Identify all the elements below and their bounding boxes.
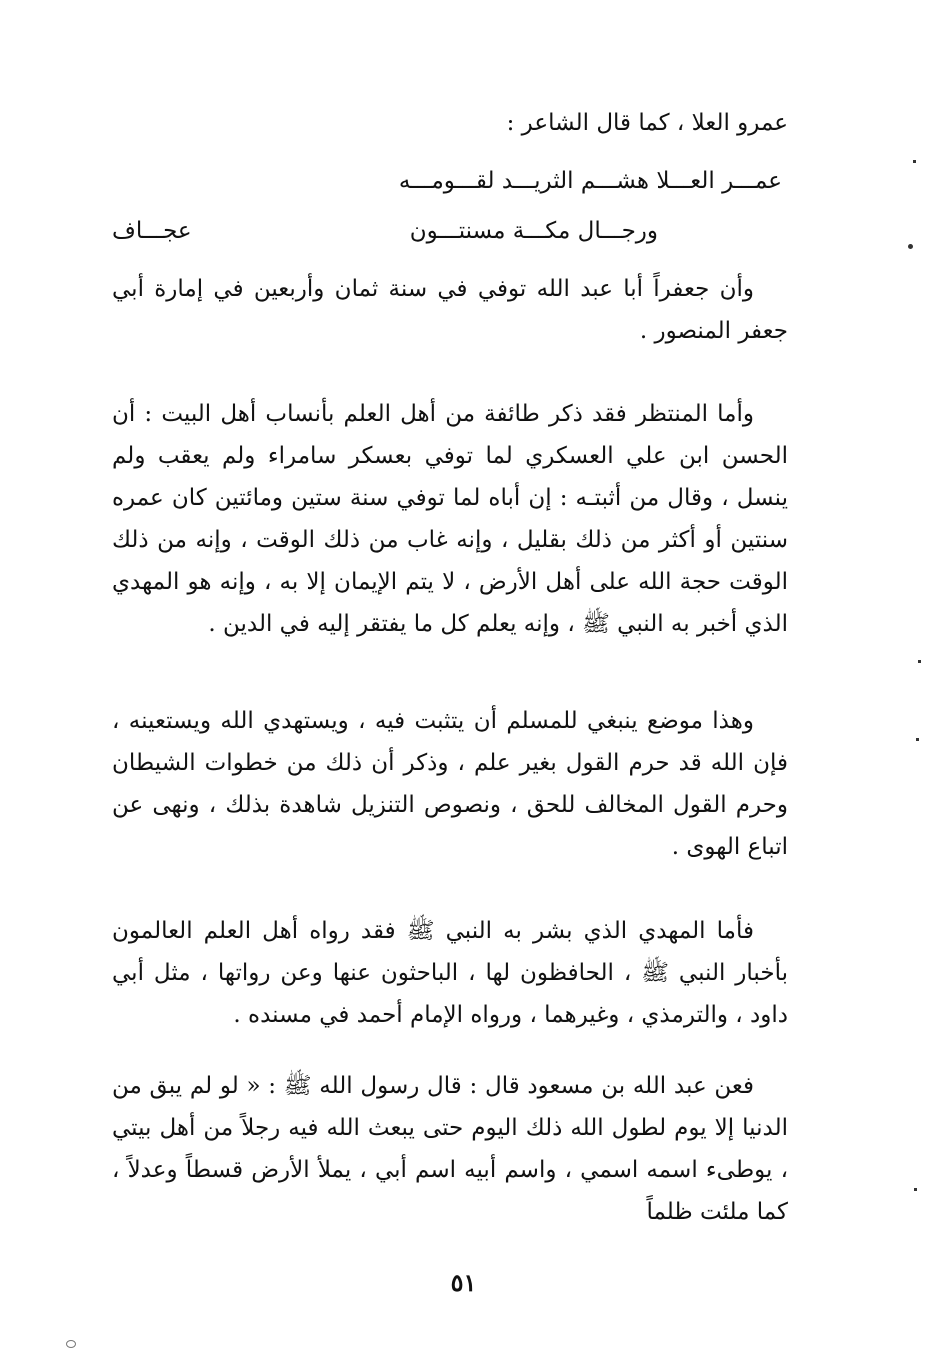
paragraph-text: وهذا موضع ينبغي للمسلم أن يتثبت فيه ، ويستهدي الله ويستعينه ، فإن الله قد حرم القول بغير علم ، وذكر أن ذلك من خطوات الشيطان وحرم القول المخالف للحق ، ونصوص التنزيل شاهدة بذلك ، ونهى عن اتباع الهوى . [112,708,788,860]
paragraph-4 [112,910,788,1036]
scan-speck [914,1188,917,1191]
poem-verse [112,168,788,258]
page-number: ٥١ [450,1268,477,1297]
paragraph-text: وأن جعفراً أبا عبد الله توفي في سنة ثمان وأربعين في إمارة أبي جعفر المنصور . [112,276,788,344]
intro-text: عمرو العلا ، كما قال الشاعر : [506,110,788,136]
paragraph-5 [112,1065,788,1233]
paragraph-text: فعن عبد الله بن مسعود قال : قال رسول الله ﷺ : « لو لم يبق من الدنيا إلا يوم لطول الله ذلك اليوم حتى يبعث الله فيه رجلاً من أهل بيتي ، يوطىء اسمه اسمي ، واسم أبيه اسم أبي ، يملأ الأرض قسطاً وعدلاً ، كما ملئت ظلماً [112,1073,788,1225]
poem-line-1: عمـــر العـــلا هشـــم الثريـــد لقـــومـــه [398,168,782,194]
paragraph-2 [112,393,788,645]
paragraph-3 [112,700,788,868]
paragraph-text: فأما المهدي الذي بشر به النبي ﷺ فقد رواه أهل العلم العالمون بأخبار النبي ﷺ ، الحافظون لها ، الباحثون عنها وعن رواتها ، مثل أبي داود ، والترمذي ، وغيرهما ، ورواه الإمام أحمد في مسنده . [112,918,788,1028]
scan-speck [916,738,919,741]
poem-line-2-right: ورجـــال مكـــة مسنتـــون [409,218,658,244]
scan-ring-mark [66,1340,76,1348]
scan-speck [913,160,916,163]
scan-speck [918,660,921,663]
scan-speck [908,244,913,249]
paragraph-1 [112,268,788,352]
intro-line [112,102,788,144]
poem-line-2-left: عجـــاف [112,218,192,244]
paragraph-text: وأما المنتظر فقد ذكر طائفة من أهل العلم بأنساب أهل البيت : أن الحسن ابن علي العسكري لما توفي بعسكر سامراء ولم يعقب ولم ينسل ، وقال من أثبتـه : إن أباه لما توفي سنة ستين ومائتين كان عمره سنتين أو أكثر من ذلك بقليل ، وإنه غاب من ذلك الوقت ، وإنه من ذلك الوقت حجة الله على أهل الأرض ، لا يتم الإيمان إلا به ، وإنه هو المهدي الذي أخبر به النبي ﷺ ، وإنه يعلم كل ما يفتقر إليه في الدين . [112,401,788,637]
